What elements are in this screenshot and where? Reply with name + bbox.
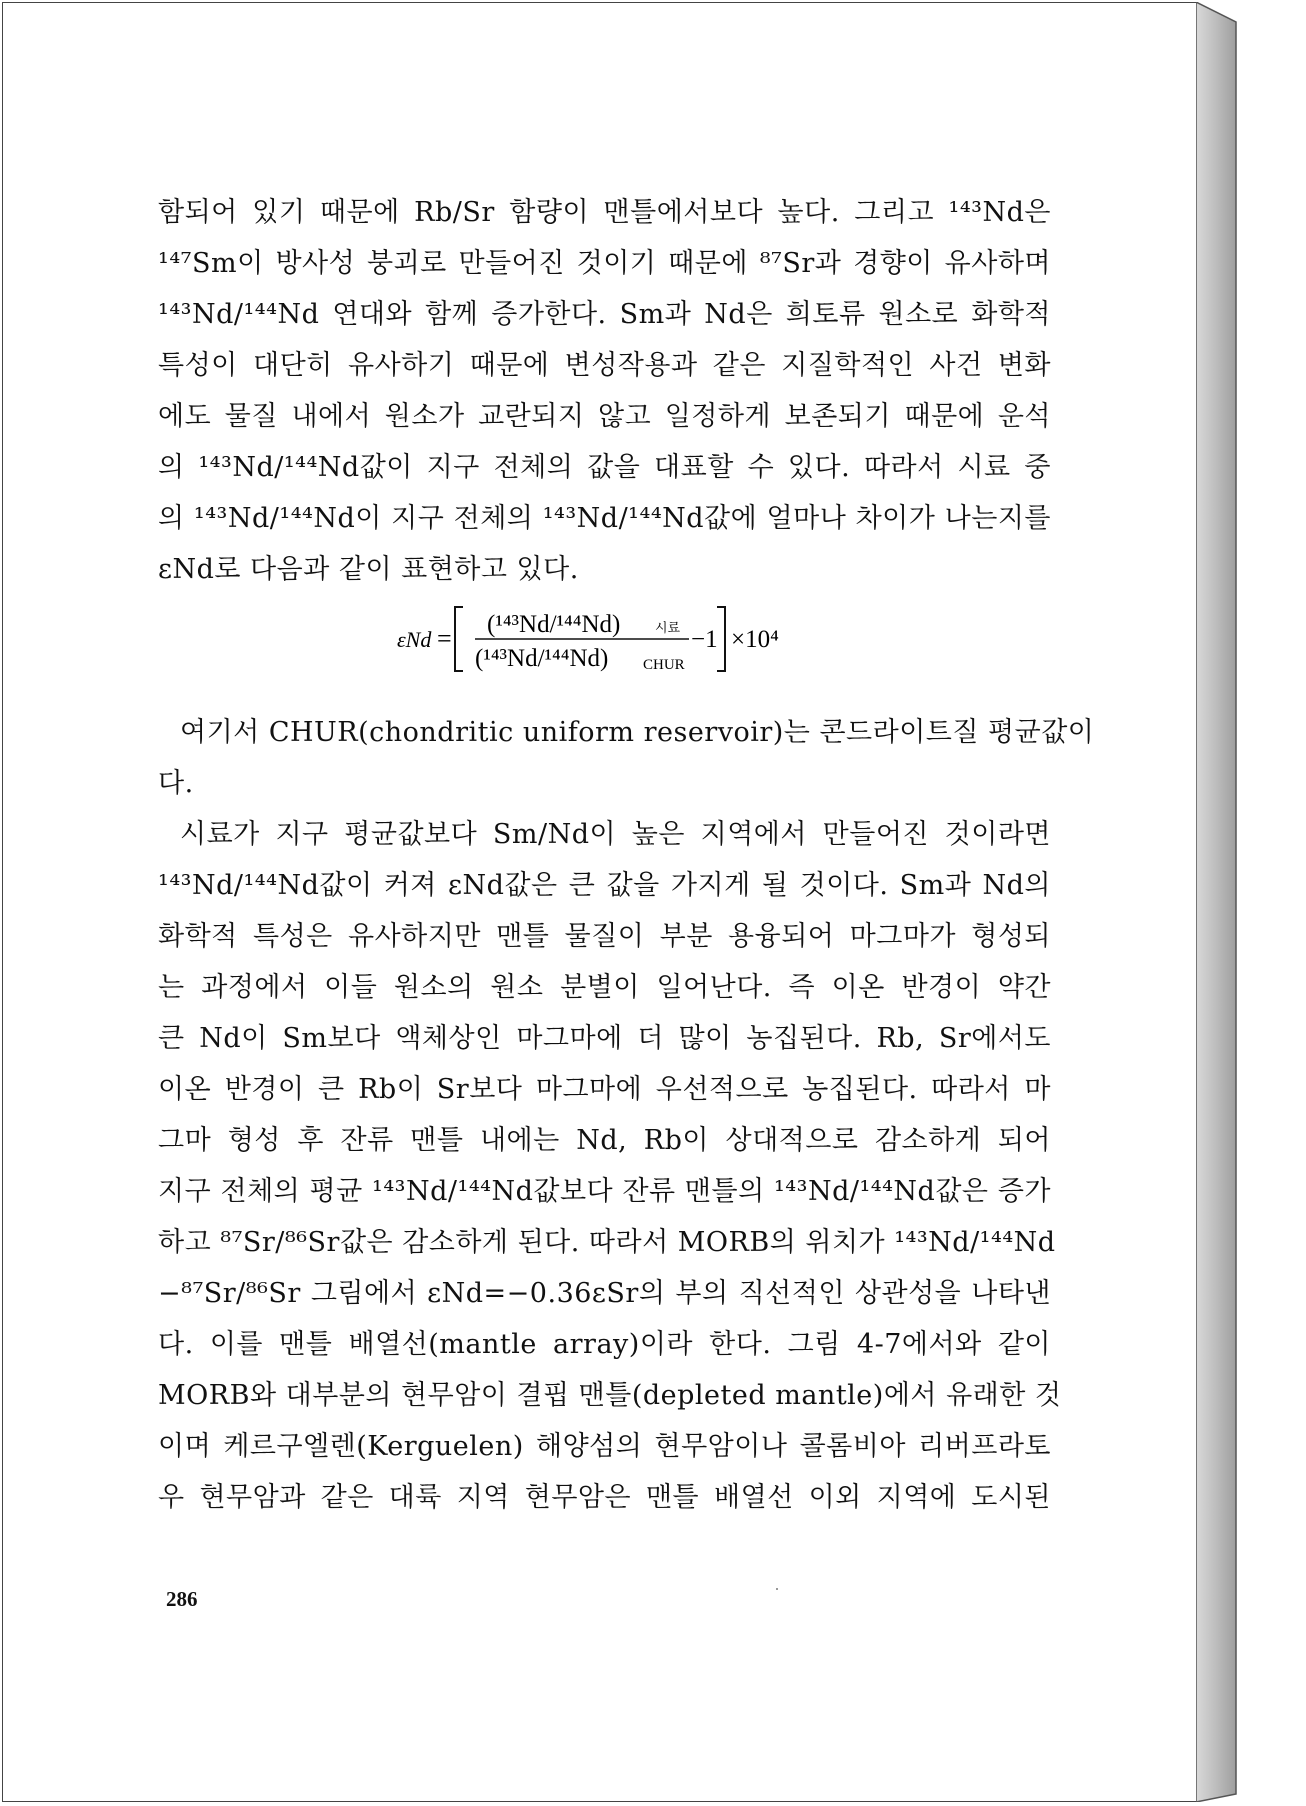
book-page <box>2 2 1198 1802</box>
text-line: εNd로 다음과 같이 표현하고 있다. <box>158 554 579 585</box>
right-bracket <box>717 607 725 671</box>
text-line: 지구 전체의 평균 ¹⁴³Nd/¹⁴⁴Nd값보다 잔류 맨틀의 ¹⁴³Nd/¹⁴⁴Nd값은 증가 <box>158 1176 1051 1207</box>
text-line: 큰 Nd이 Sm보다 액체상인 마그마에 더 많이 농집된다. Rb, Sr에서도 <box>158 1023 1051 1054</box>
text-line: 여기서 CHUR(chondritic uniform reservoir)는 콘드라이트질 평균값이 <box>180 717 1095 748</box>
scan-speck <box>776 1588 778 1590</box>
formula-times: ×10⁴ <box>731 626 779 653</box>
text-line: 다. 이를 맨틀 배열선(mantle array)이라 한다. 그림 4-7에서와 같이 <box>158 1329 1051 1360</box>
left-bracket <box>455 607 463 671</box>
paragraph-3 <box>158 809 1062 1523</box>
text-line: 의 ¹⁴³Nd/¹⁴⁴Nd이 지구 전체의 ¹⁴³Nd/¹⁴⁴Nd값에 얼마나 차이가 나는지를 <box>158 503 1051 534</box>
paragraph-2 <box>158 707 1095 809</box>
text-line: −⁸⁷Sr/⁸⁶Sr 그림에서 εNd=−0.36εSr의 부의 직선적인 상관성을 나타낸 <box>158 1278 1051 1309</box>
formula-numerator-subscript: 시료 <box>655 620 681 635</box>
text-line: 는 과정에서 이들 원소의 원소 분별이 일어난다. 즉 이온 반경이 약간 <box>158 972 1051 1003</box>
text-line: 다. <box>158 768 194 799</box>
body-text <box>158 187 1095 1523</box>
formula-denominator: (¹⁴³Nd/¹⁴⁴Nd) <box>475 645 609 672</box>
text-line: MORB와 대부분의 현무암이 결핍 맨틀(depleted mantle)에서 유래한 것 <box>158 1380 1062 1411</box>
formula-numerator: (¹⁴³Nd/¹⁴⁴Nd) <box>487 611 621 638</box>
text-line: 함되어 있기 때문에 Rb/Sr 함량이 맨틀에서보다 높다. 그리고 ¹⁴³Nd은 <box>158 197 1051 228</box>
text-line: ¹⁴³Nd/¹⁴⁴Nd값이 커져 εNd값은 큰 값을 가지게 될 것이다. Sm과 Nd의 <box>158 870 1051 901</box>
text-line: 에도 물질 내에서 원소가 교란되지 않고 일정하게 보존되기 때문에 운석 <box>158 401 1051 432</box>
page-number: 286 <box>166 1587 198 1611</box>
formula-minus-one: −1 <box>691 626 718 653</box>
text-line: 시료가 지구 평균값보다 Sm/Nd이 높은 지역에서 만들어진 것이라면 <box>180 819 1051 850</box>
text-line: 화학적 특성은 유사하지만 맨틀 물질이 부분 용융되어 마그마가 형성되 <box>158 921 1051 952</box>
text-line: 우 현무암과 같은 대륙 지역 현무암은 맨틀 배열선 이외 지역에 도시된 <box>158 1482 1051 1513</box>
text-line: 이며 케르구엘렌(Kerguelen) 해양섬의 현무암이나 콜롬비아 리버프라토 <box>158 1431 1051 1462</box>
text-line: 특성이 대단히 유사하기 때문에 변성작용과 같은 지질학적인 사건 변화 <box>158 350 1051 381</box>
epsilon-nd-formula <box>393 599 813 679</box>
text-line: 의 ¹⁴³Nd/¹⁴⁴Nd값이 지구 전체의 값을 대표할 수 있다. 따라서 시료 중 <box>158 452 1051 483</box>
formula-lhs: εNd <box>397 627 432 652</box>
text-line: 이온 반경이 큰 Rb이 Sr보다 마그마에 우선적으로 농집된다. 따라서 마 <box>158 1074 1051 1105</box>
text-line: 하고 ⁸⁷Sr/⁸⁶Sr값은 감소하게 된다. 따라서 MORB의 위치가 ¹⁴³Nd/¹⁴⁴Nd <box>158 1227 1056 1258</box>
formula-denominator-subscript: CHUR <box>643 657 685 673</box>
text-line: ¹⁴³Nd/¹⁴⁴Nd 연대와 함께 증가한다. Sm과 Nd은 희토류 원소로 화학적 <box>158 299 1051 330</box>
text-line: 그마 형성 후 잔류 맨틀 내에는 Nd, Rb이 상대적으로 감소하게 되어 <box>158 1125 1051 1156</box>
book-edge-shadow <box>1196 2 1240 1802</box>
formula-equals: = <box>437 624 452 653</box>
paragraph-1 <box>158 187 1051 595</box>
text-line: ¹⁴⁷Sm이 방사성 붕괴로 만들어진 것이기 때문에 ⁸⁷Sr과 경향이 유사하며 <box>158 248 1051 279</box>
